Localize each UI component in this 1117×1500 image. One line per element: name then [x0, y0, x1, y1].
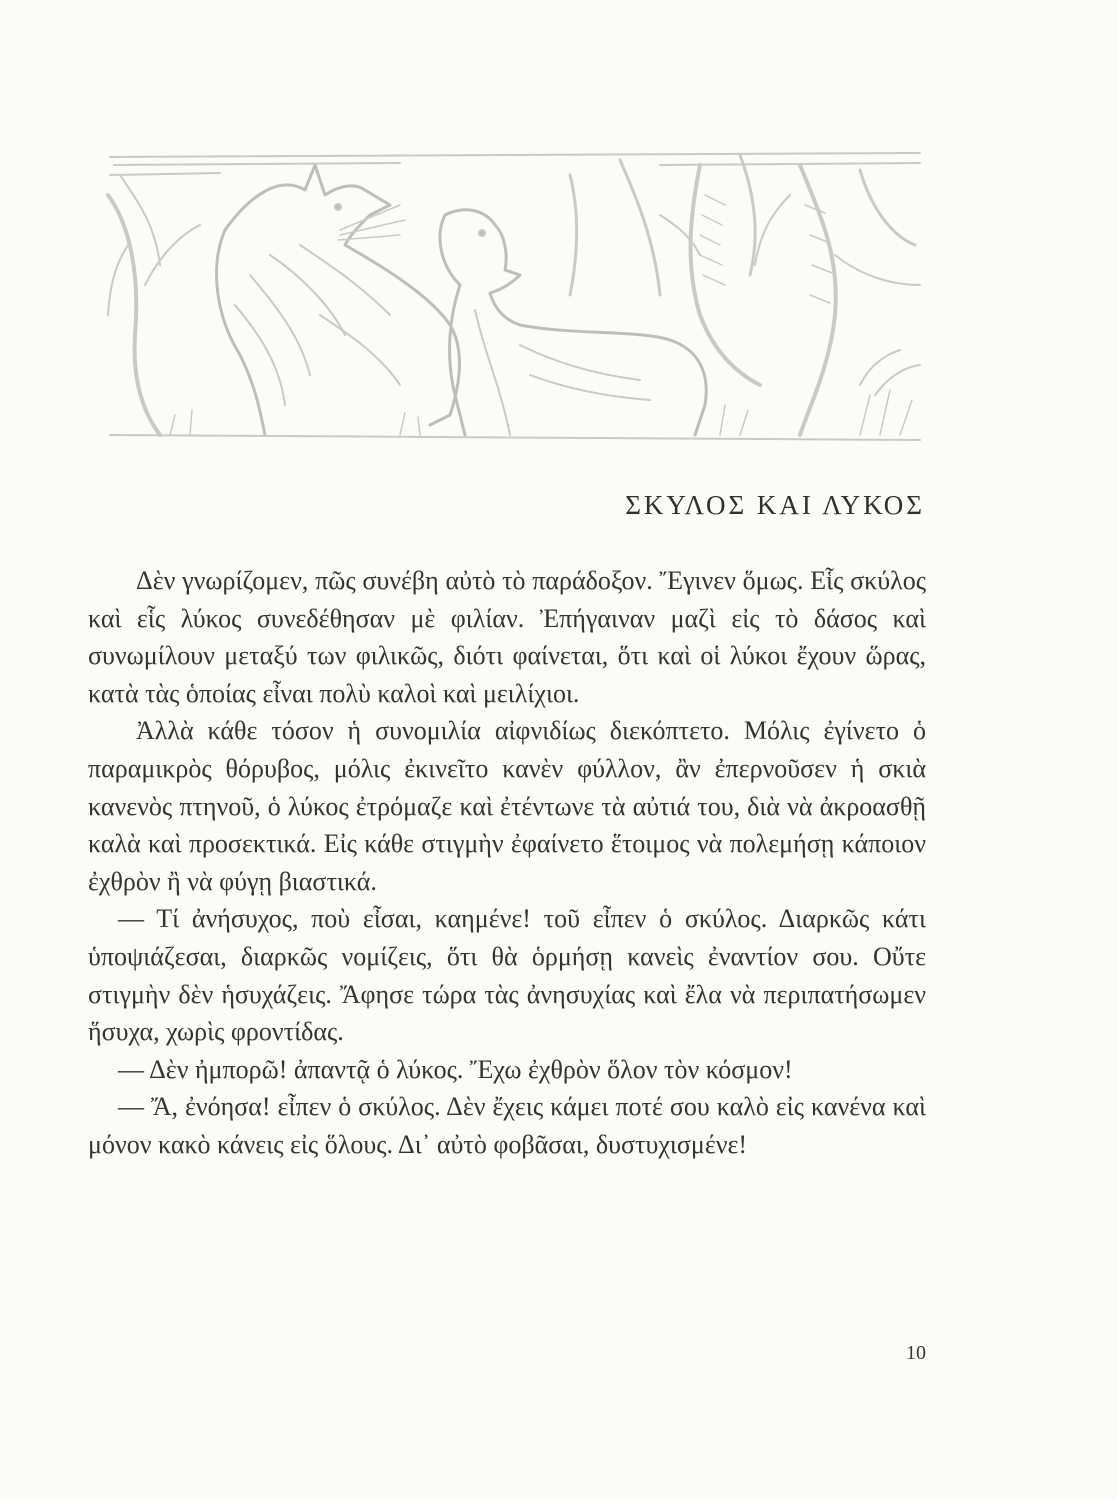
paragraph: — Δὲν ἠμπορῶ! ἀπαντᾷ ὁ λύκος. Ἔχω ἐχθρὸν ὅλον τὸν κόσμον!: [118, 1054, 793, 1084]
story-text: [88, 562, 926, 1164]
dog-and-wolf-woodcut-icon: [100, 135, 935, 450]
paragraph: — Τί ἀνήσυχος, ποὺ εἶσαι, καημένε! τοῦ εἶπεν ὁ σκύλος. Διαρκῶς κάτι ὑποψιάζεσαι, διαρκῶς νομίζεις, ὅτι θὰ ὁρμήσῃ κανεὶς ἐναντίον σου. Οὔτε στιγμὴν δὲν ἡσυχάζεις. Ἄφησε τώρα τὰς ἀνησυχίας καὶ ἔλα νὰ περιπατήσωμεν ἥσυχα, χωρὶς φροντίδας.: [88, 904, 926, 1047]
paragraph: Δὲν γνωρίζομεν, πῶς συνέβη αὐτὸ τὸ παράδοξον. Ἔγινεν ὅμως. Εἷς σκύλος καὶ εἷς λύκος συνεδέθησαν μὲ φιλίαν. Ἐπήγαιναν μαζὶ εἰς τὸ δάσος καὶ συνωμίλουν μεταξύ των φιλικῶς, διότι φαίνεται, ὅτι καὶ οἱ λύκοι ἔχουν ὥρας, κατὰ τὰς ὁποίας εἶναι πολὺ καλοὶ καὶ μειλίχιοι.: [88, 566, 926, 708]
paragraph: — Ἄ, ἐνόησα! εἶπεν ὁ σκύλος. Δὲν ἔχεις κάμει ποτέ σου καλὸ εἰς κανένα καὶ μόνον κακὸ κάνεις εἰς ὅλους. Δι᾿ αὐτὸ φοβᾶσαι, δυστυχισμένε!: [88, 1092, 926, 1159]
paragraph: Ἀλλὰ κάθε τόσον ἡ συνομιλία αἰφνιδίως διεκόπτετο. Μόλις ἐγίνετο ὁ παραμικρὸς θόρυβος, μόλις ἐκινεῖτο κανὲν φύλλον, ἂν ἐπερνοῦσεν ἡ σκιὰ κανενὸς πτηνοῦ, ὁ λύκος ἐτρόμαζε καὶ ἐτέντωνε τὰ αὐτιά του, διὰ νὰ ἀκροασθῇ καλὰ καὶ προσεκτικά. Εἰς κάθε στιγμὴν ἐφαίνετο ἕτοιμος νὰ πολεμήσῃ κάποιον ἐχθρὸν ἢ νὰ φύγῃ βιαστικά.: [88, 716, 926, 896]
page-number: 10: [906, 1342, 926, 1364]
page-title: ΣΚΥΛΟΣ ΚΑΙ ΛΥΚΟΣ: [625, 490, 925, 520]
